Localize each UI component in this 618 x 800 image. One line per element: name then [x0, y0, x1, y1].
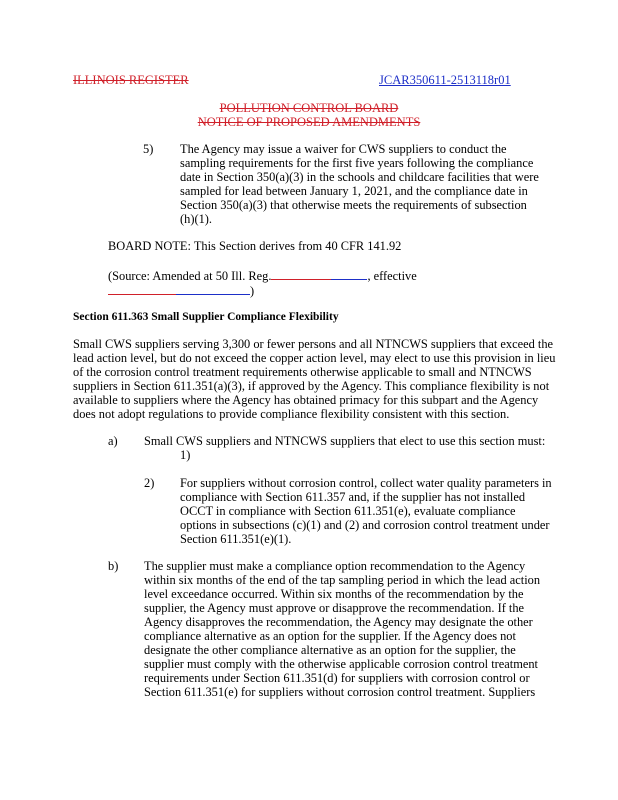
source-blank-blue	[331, 268, 367, 280]
register-title: ILLINOIS REGISTER	[73, 73, 189, 87]
item-b-line: within six months of the end of the tap sampling period in which the lead action	[144, 573, 541, 587]
item-5-line: (h)(1).	[180, 212, 212, 226]
item-5-line: Section 350(a)(3) that otherwise meets the requirements of subsection	[180, 198, 527, 212]
intro-line: does not adopt regulations to provide compliance flexibility consistent with this section.	[73, 407, 510, 421]
item-b-line: level exceedance occurred. Within six months of the recommendation by the	[144, 587, 524, 601]
item-a2-line: OCCT in compliance with Section 611.351(e), evaluate compliance	[180, 504, 516, 518]
item-b-line: supplier must comply with the otherwise applicable corrosion control treatment	[144, 657, 538, 671]
intro-line: of the corrosion control treatment requirements otherwise applicable to small and NTNCWS	[73, 365, 532, 379]
source-line-1	[108, 268, 417, 283]
item-5-line: The Agency may issue a waiver for CWS suppliers to conduct the	[180, 142, 507, 156]
item-5-line: date in Section 350(a)(3) in the schools and childcare facilities that were	[180, 170, 539, 184]
item-b-line: Agency disapproves the recommendation, the Agency may designate the other	[144, 615, 533, 629]
item-a-text: Small CWS suppliers and NTNCWS suppliers that elect to use this section must:	[144, 434, 546, 448]
source-prefix: (Source: Amended at 50 Ill. Reg.	[108, 269, 272, 283]
jcar-code: JCAR350611-2513118r01	[379, 73, 511, 87]
intro-line: Small CWS suppliers serving 3,300 or fewer persons and all NTNCWS suppliers that exceed the	[73, 337, 554, 351]
item-5-line: sampling requirements for the first five years following the compliance	[180, 156, 534, 170]
agency-heading: POLLUTION CONTROL BOARD	[219, 101, 399, 115]
item-a2-line: Section 611.351(e)(1).	[180, 532, 292, 546]
intro-line: lead action level, but do not exceed the copper action level, may elect to use this provision in lieu	[73, 351, 556, 365]
item-b-line: Section 611.351(e) for suppliers without corrosion control treatment. Suppliers	[144, 685, 536, 699]
source-close: )	[250, 284, 255, 298]
board-note: BOARD NOTE: This Section derives from 40 CFR 141.92	[108, 239, 402, 253]
source-date-blank-red	[108, 283, 176, 295]
item-b-label: b)	[108, 559, 119, 573]
item-5-line: sampled for lead between January 1, 2021, and the compliance date in	[180, 184, 528, 198]
notice-heading: NOTICE OF PROPOSED AMENDMENTS	[197, 115, 421, 129]
item-b-line: designate the other compliance alternative as an option for the supplier, the	[144, 643, 516, 657]
source-date-blank-blue	[176, 283, 250, 295]
item-a2-line: compliance with Section 611.357 and, if the supplier has not installed	[180, 490, 526, 504]
item-a-label: a)	[108, 434, 118, 448]
source-effective: , effective	[367, 269, 417, 283]
source-line-2	[108, 283, 254, 298]
item-b-line: The supplier must make a compliance option recommendation to the Agency	[144, 559, 526, 573]
source-blank-red	[271, 268, 331, 280]
intro-line: available to suppliers where the Agency has obtained primacy for this subpart and the Agency	[73, 393, 539, 407]
item-b-line: supplier, the Agency must approve or disapprove the recommendation. If the	[144, 601, 525, 615]
item-a2-line: options in subsections (c)(1) and (2) and corrosion control treatment under	[180, 518, 550, 532]
item-5-label: 5)	[143, 142, 154, 156]
item-b-line: requirements under Section 611.351(d) for suppliers with corrosion control or	[144, 671, 530, 685]
item-a2-label: 2)	[144, 476, 155, 490]
intro-line: suppliers in Section 611.351(a)(3), if approved by the Agency. This compliance flexibility is not	[73, 379, 550, 393]
section-heading: Section 611.363 Small Supplier Compliance Flexibility	[73, 311, 339, 323]
item-a2-line: For suppliers without corrosion control, collect water quality parameters in	[180, 476, 552, 490]
item-b-line: compliance alternative as an option for the supplier. If the Agency does not	[144, 629, 516, 643]
item-a1-label: 1)	[180, 448, 191, 462]
